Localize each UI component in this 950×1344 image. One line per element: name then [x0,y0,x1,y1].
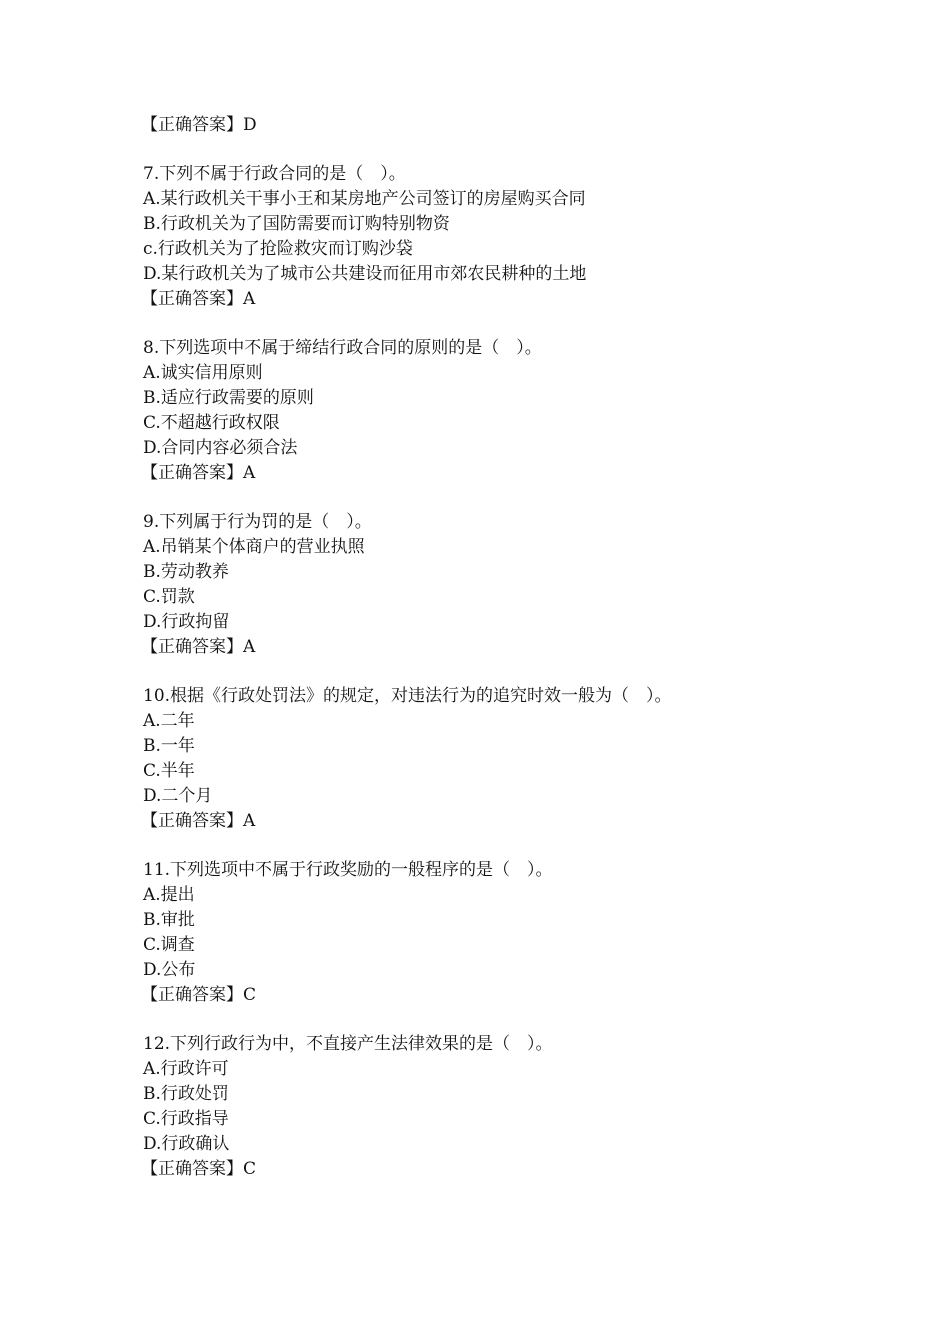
option-a: A.行政许可 [143,1059,229,1079]
option-a: A.某行政机关干事小王和某房地产公司签订的房屋购买合同 [143,189,586,209]
option-b: B.一年 [143,736,195,756]
option-d: D.二个月 [143,786,213,806]
option-a: A.提出 [143,885,195,905]
question-11 [143,858,863,1008]
question-stem: 9.下列属于行为罚的是（ ）。 [143,512,372,532]
option-d: D.行政确认 [143,1134,230,1154]
correct-answer: 【正确答案】A [141,637,256,657]
option-b: B.审批 [143,910,195,930]
correct-answer: 【正确答案】A [141,289,256,309]
spacer [143,834,863,858]
option-c: C.半年 [143,761,195,781]
option-c: C.罚款 [143,587,195,607]
option-a: A.诚实信用原则 [143,363,263,383]
question-stem: 8.下列选项中不属于缔结行政合同的原则的是（ ）。 [143,338,542,358]
document-content [143,113,863,1182]
option-b: B.行政处罚 [143,1084,229,1104]
option-d: D.某行政机关为了城市公共建设而征用市郊农民耕种的土地 [143,264,587,284]
option-c: C.调查 [143,935,195,955]
option-b: B.行政机关为了国防需要而订购特别物资 [143,214,450,234]
question-stem: 12.下列行政行为中，不直接产生法律效果的是（ ）。 [143,1034,553,1054]
previous-answer: 【正确答案】D [141,115,257,135]
option-c: C.行政指导 [143,1109,229,1129]
correct-answer: 【正确答案】A [141,463,256,483]
question-stem: 10.根据《行政处罚法》的规定，对违法行为的追究时效一般为（ ）。 [143,686,672,706]
correct-answer: 【正确答案】C [141,985,257,1005]
question-12 [143,1032,863,1182]
question-stem: 7.下列不属于行政合同的是（ ）。 [143,164,406,184]
option-a: A.二年 [143,711,195,731]
option-c: c.行政机关为了抢险救灾而订购沙袋 [143,239,413,259]
option-d: D.合同内容必须合法 [143,438,298,458]
spacer [143,486,863,510]
correct-answer: 【正确答案】C [141,1159,257,1179]
question-9 [143,510,863,660]
option-b: B.劳动教养 [143,562,229,582]
question-8 [143,336,863,486]
spacer [143,312,863,336]
spacer [143,1008,863,1032]
question-7 [143,162,863,312]
correct-answer: 【正确答案】A [141,811,256,831]
spacer [143,660,863,684]
option-c: C.不超越行政权限 [143,413,280,433]
option-d: D.行政拘留 [143,612,230,632]
option-b: B.适应行政需要的原则 [143,388,314,408]
question-10 [143,684,863,834]
question-stem: 11.下列选项中不属于行政奖励的一般程序的是（ ）。 [143,860,553,880]
spacer [143,138,863,162]
option-a: A.吊销某个体商户的营业执照 [143,537,365,557]
option-d: D.公布 [143,960,196,980]
